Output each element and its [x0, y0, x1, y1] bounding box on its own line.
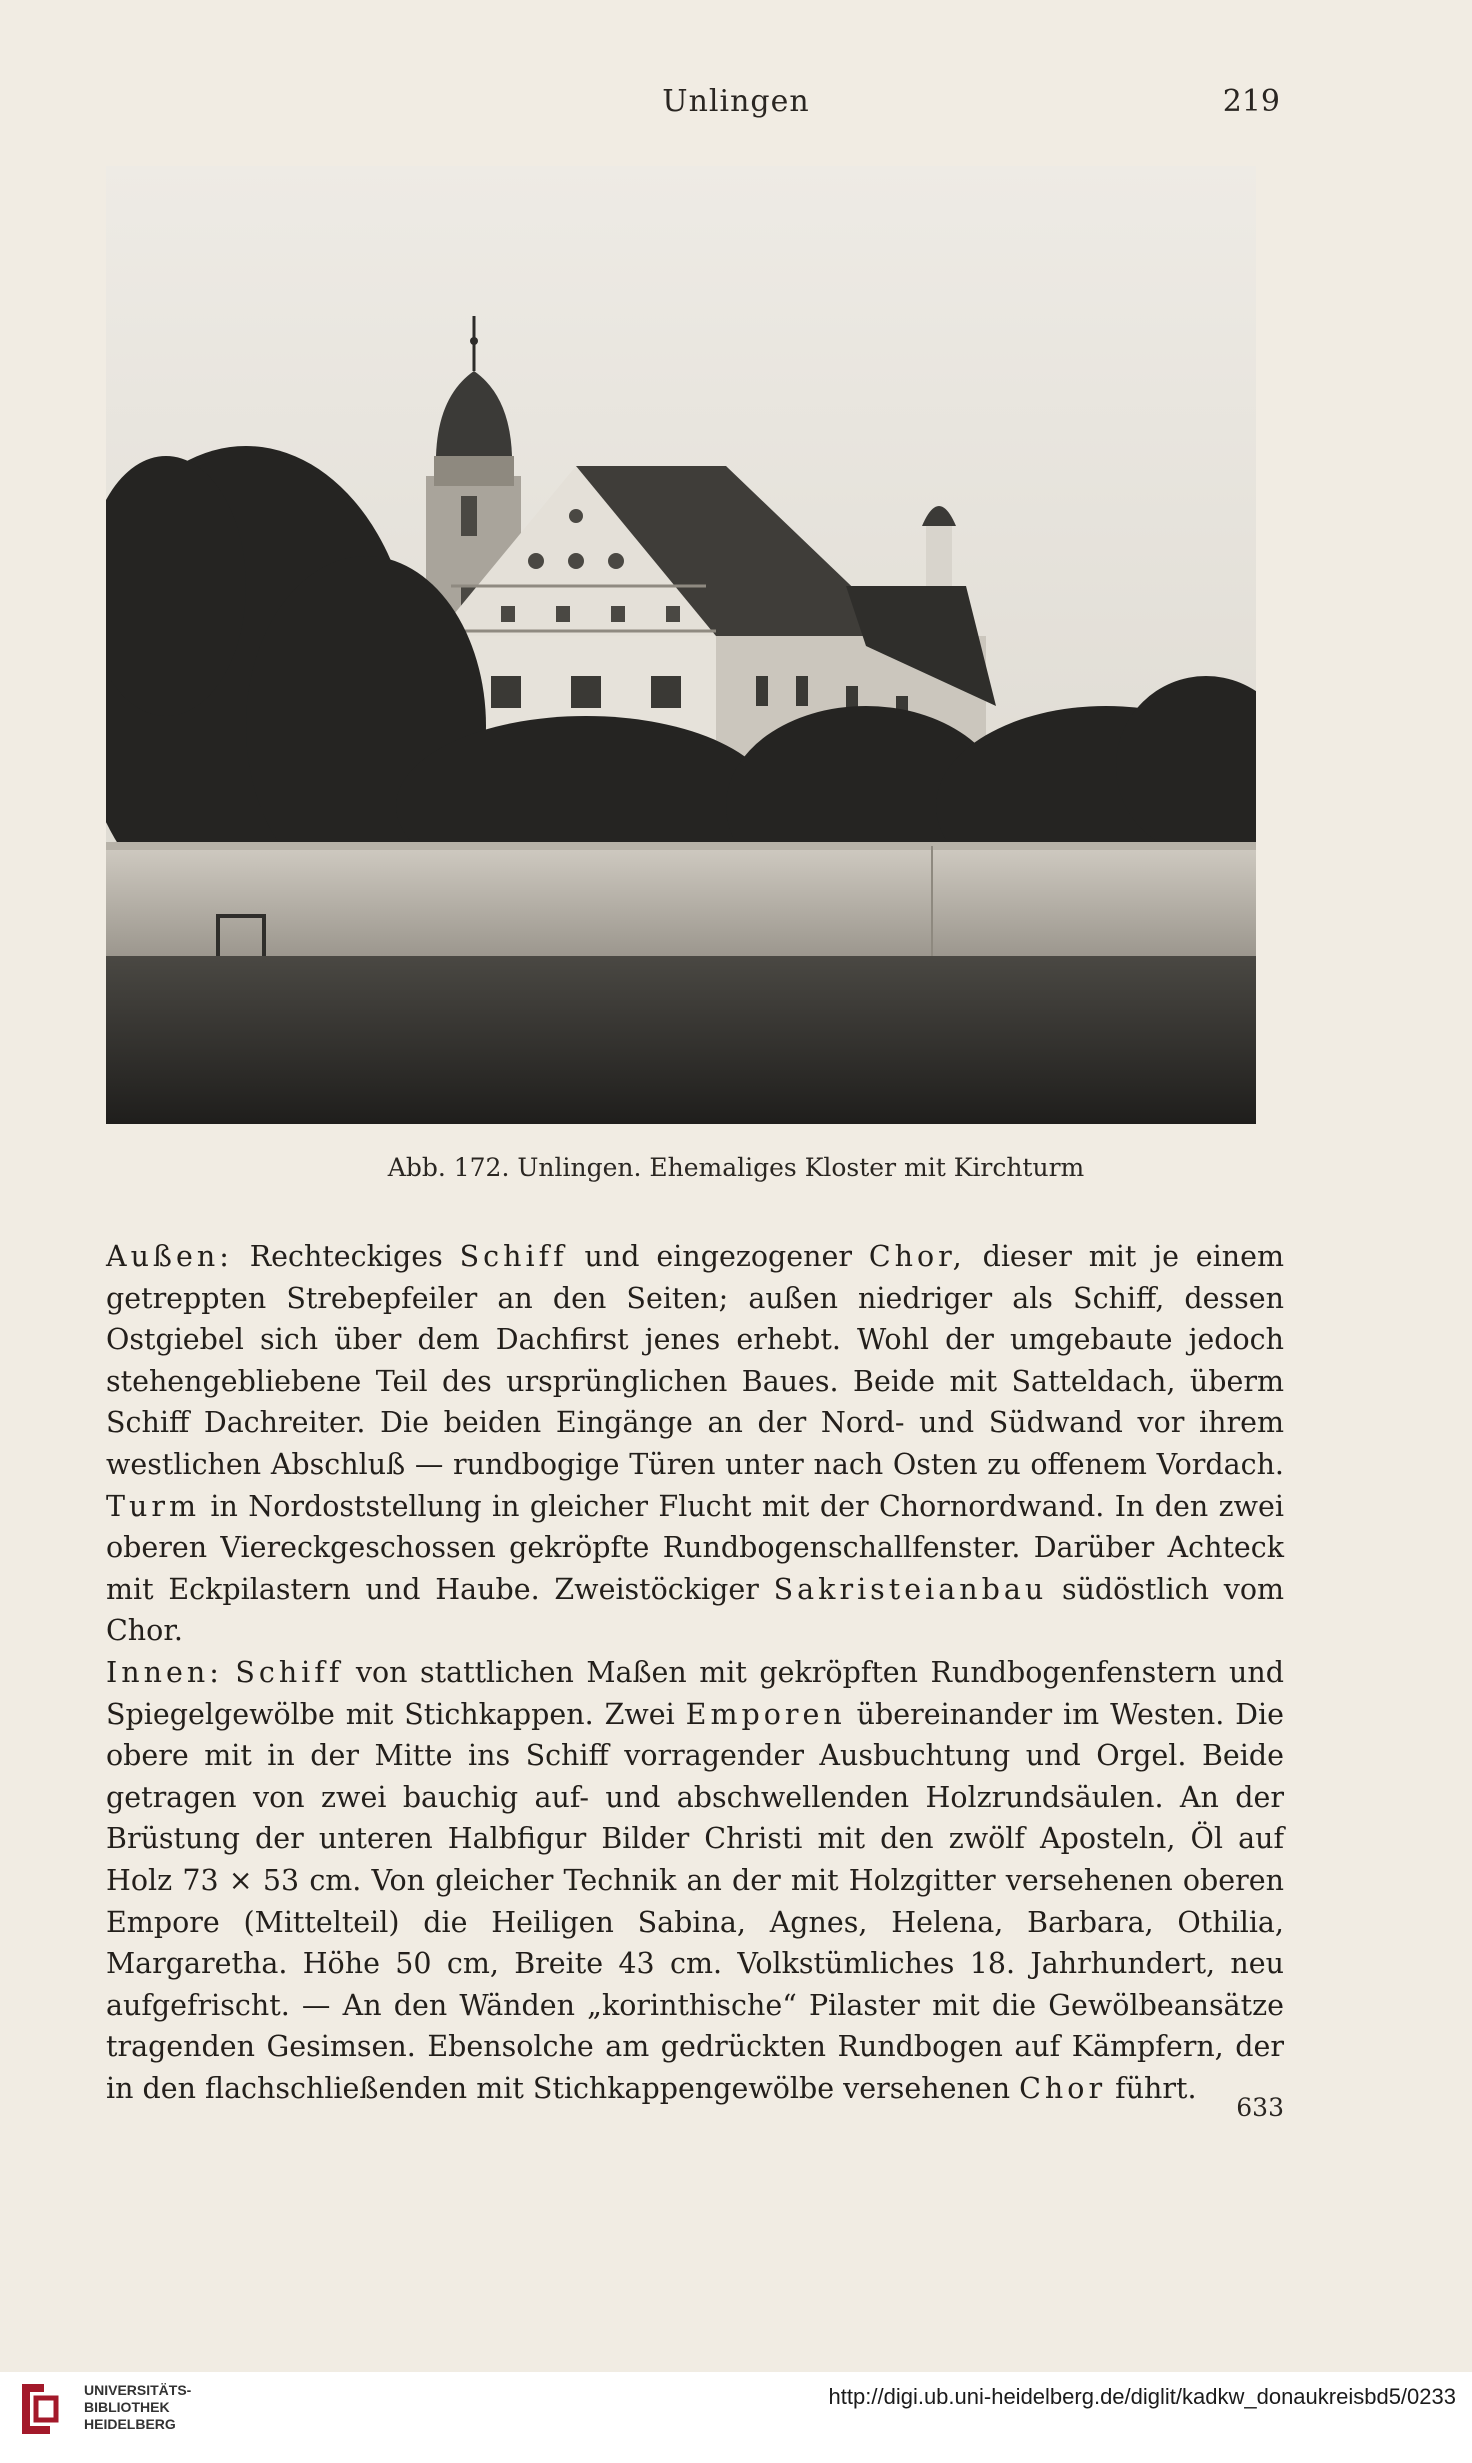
text-segment: Rechteckiges — [249, 1240, 443, 1273]
term-sakristeianbau: Sakristeianbau — [773, 1572, 1048, 1606]
text-segment: führt. — [1115, 2071, 1197, 2105]
meadow — [106, 956, 1256, 1124]
figure-caption: Abb. 172. Unlingen. Ehemaliges Kloster mit Kirchturm — [387, 1153, 1085, 1182]
label-innen: Innen: — [106, 1655, 223, 1689]
term-schiff: Schiff — [459, 1240, 568, 1273]
term-chor: Chor — [1019, 2071, 1107, 2105]
library-line-2: BIBLIOTHEK — [84, 2399, 170, 2415]
monastery-photo-illustration — [106, 166, 1256, 1124]
page-number-top: 219 — [1222, 84, 1280, 119]
university-library-logo — [14, 2378, 64, 2440]
term-turm: Turm — [106, 1489, 201, 1523]
library-seal-icon — [14, 2378, 64, 2440]
text-segment: in Nordoststellung in gleicher Flucht mit der Chornordwand. In den zwei oberen Viereckgeschossen gekröpfte Rundbogenschallfenster. Darüber Achteck mit Eckpilastern und Haube. Zweistöckiger — [106, 1489, 1284, 1606]
running-title: Unlingen — [662, 84, 810, 119]
text-segment: und eingezogener — [584, 1240, 852, 1273]
term-emporen: Emporen — [685, 1697, 846, 1731]
text-segment: von stattlichen Maßen mit gekröpften Rundbogenfenstern und Spiegelgewölbe mit Stichkappen. Zwei — [106, 1655, 1285, 1731]
boundary-wall — [106, 842, 1256, 956]
term-schiff: Schiff — [235, 1655, 344, 1689]
library-footer — [0, 2372, 1472, 2463]
paragraph-exterior — [106, 1236, 1284, 1652]
monastery-photograph — [106, 166, 1256, 1124]
term-chor: Chor, — [868, 1240, 966, 1273]
library-name — [84, 2382, 191, 2433]
label-aussen: Außen: — [106, 1240, 233, 1273]
text-segment: übereinander im Westen. Die obere mit in der Mitte ins Schiff vorragender Ausbuchtung und Orgel. Beide getragen von zwei bauchig auf- und abschwellenden Holzrundsäulen. An der Brüstung der unteren Halbfigur Bilder Christi mit den zwölf Aposteln, Öl auf Holz 73 × 53 cm. Von gleicher Technik an der mit Holzgitter versehenen oberen Empore (Mittelteil) die Heiligen Sabina, Agnes, Helena, Barbara, Othilia, Margaretha. Höhe 50 cm, Breite 43 cm. Volkstümliches 18. Jahrhundert, neu aufgefrischt. — An den Wänden „korinthische“ Pilaster mit die Gewölbeansätze tragenden Gesimsen. Ebensolche am gedrückten Rundbogen auf Kämpfern, der in den flachschließenden mit Stichkappengewölbe versehenen — [106, 1697, 1285, 2105]
body-text — [106, 1236, 1284, 2109]
text-segment: südöstlich vom Chor. — [106, 1572, 1285, 1648]
library-line-3: HEIDELBERG — [84, 2416, 176, 2432]
paragraph-interior — [106, 1652, 1284, 2110]
library-line-1: UNIVERSITÄTS- — [84, 2382, 192, 2398]
page-number-bottom: 633 — [1236, 2093, 1284, 2122]
text-segment: dieser mit je einem getreppten Strebepfeiler an den Seiten; außen niedriger als Schiff, dessen Ostgiebel sich über dem Dachfirst jenes erhebt. Wohl der umgebaute jedoch stehengebliebene Teil des ursprünglichen Baues. Beide mit Satteldach, überm Schiff Dachreiter. Die beiden Eingänge an der Nord- und Südwand vor ihrem westlichen Abschluß — rundbogige Türen unter nach Osten zu offenem Vordach. — [106, 1240, 1285, 1481]
source-url-link[interactable]: http://digi.ub.uni-heidelberg.de/diglit/kadkw_donaukreisbd5/0233 — [828, 2384, 1456, 2409]
